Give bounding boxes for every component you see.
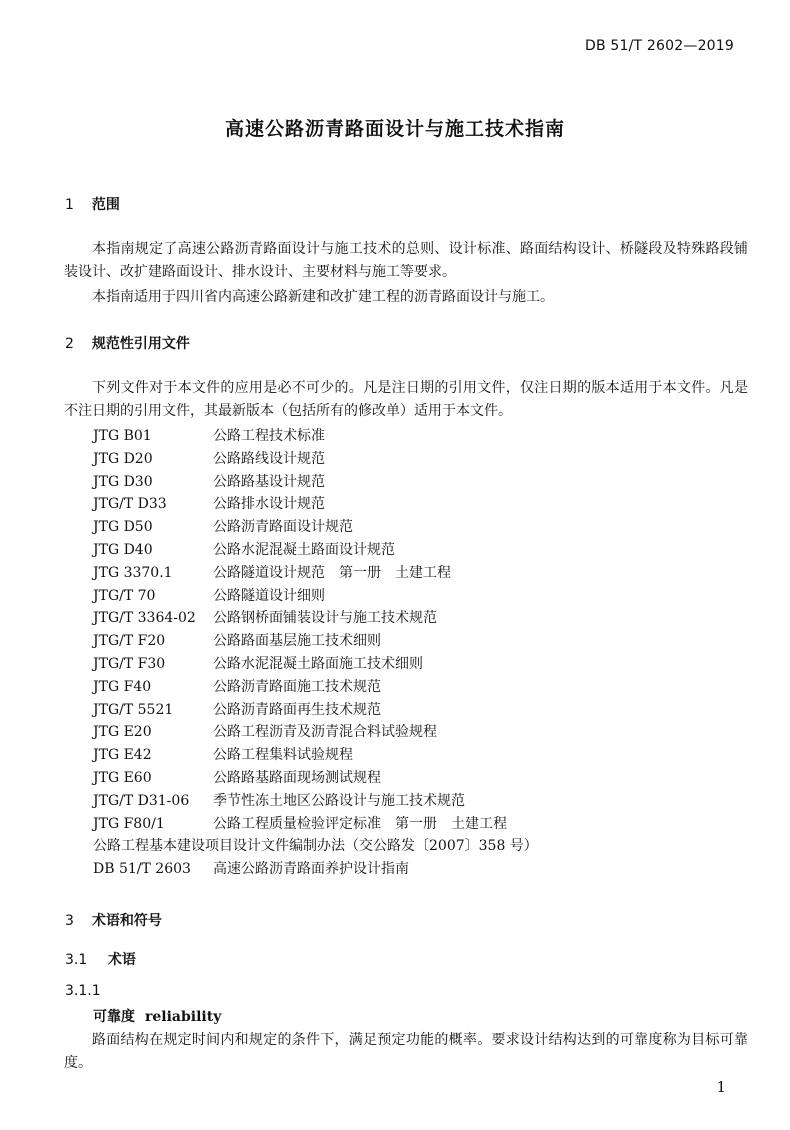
reference-title: 公路隧道设计规范 第一册 土建工程 xyxy=(213,564,451,581)
reference-code: JTG/T F20 xyxy=(93,633,166,650)
reference-code: JTG F40 xyxy=(93,678,152,695)
standard-code: DB 51/T 2602—2019 xyxy=(584,38,734,54)
reference-code: JTG/T 5521 xyxy=(93,701,174,718)
term-number: 3.1.1 xyxy=(65,983,101,999)
reference-item xyxy=(93,425,538,448)
section-number: 1 xyxy=(65,197,74,213)
reference-title: 公路工程基本建设项目设计文件编制办法（交公路发〔2007〕358 号） xyxy=(93,838,538,855)
page-number: 1 xyxy=(716,1078,726,1096)
reference-title: 高速公路沥青路面养护设计指南 xyxy=(213,861,409,878)
section-number: 3 xyxy=(65,913,74,929)
reference-item xyxy=(93,721,538,744)
reference-code: JTG/T D33 xyxy=(93,496,167,513)
section-title: 术语和符号 xyxy=(91,913,162,929)
document-title: 高速公路沥青路面设计与施工技术指南 xyxy=(224,118,565,140)
section-heading-terms xyxy=(65,910,162,930)
scope-paragraph-2: 本指南适用于四川省内高速公路新建和改扩建工程的沥青路面设计与施工。 xyxy=(92,289,554,305)
reference-code: JTG/T 70 xyxy=(93,587,156,604)
reference-title: 公路路面基层施工技术细则 xyxy=(213,633,381,650)
reference-title: 公路钢桥面铺装设计与施工技术规范 xyxy=(213,610,437,627)
section-heading-scope xyxy=(65,194,120,214)
reference-title: 公路工程集料试验规程 xyxy=(213,747,353,764)
section-title: 范围 xyxy=(91,197,120,213)
reference-item xyxy=(93,790,538,813)
reference-item xyxy=(93,516,538,539)
term-name xyxy=(93,1006,221,1026)
reference-title: 公路沥青路面再生技术规范 xyxy=(213,701,381,718)
reference-title: 公路路基设计规范 xyxy=(213,473,325,490)
subsection-title: 术语 xyxy=(107,952,136,968)
reference-item xyxy=(93,813,538,836)
reference-title: 公路沥青路面施工技术规范 xyxy=(213,678,381,695)
reference-item xyxy=(93,744,538,767)
term-chinese: 可靠度 xyxy=(93,1009,135,1025)
reference-code: JTG E42 xyxy=(93,747,152,764)
reference-title: 公路工程沥青及沥青混合料试验规程 xyxy=(213,724,437,741)
section-heading-normative-refs xyxy=(65,333,190,353)
section-number: 2 xyxy=(65,336,74,352)
reference-item xyxy=(93,585,538,608)
reference-code: JTG D40 xyxy=(93,541,153,558)
reference-title: 公路排水设计规范 xyxy=(213,496,325,513)
reference-item xyxy=(93,539,538,562)
reference-code: JTG/T F30 xyxy=(93,655,166,672)
reference-code: JTG F80/1 xyxy=(93,815,165,832)
reference-list xyxy=(93,425,538,881)
reference-item xyxy=(93,767,538,790)
reference-item xyxy=(93,630,538,653)
reference-item xyxy=(93,653,538,676)
reference-item-extra xyxy=(93,835,538,858)
reference-title: 公路工程技术标准 xyxy=(213,428,325,444)
reference-code: JTG E60 xyxy=(93,769,152,786)
term-definition: 路面结构在规定时间内和规定的条件下，满足预定功能的概率。要求设计结构达到的可靠度称为目标可靠度。 xyxy=(64,1032,748,1071)
reference-code: JTG/T D31-06 xyxy=(93,792,190,809)
subsection-number: 3.1 xyxy=(65,952,88,968)
reference-title: 公路水泥混凝土路面设计规范 xyxy=(213,541,395,558)
reference-code: JTG 3370.1 xyxy=(93,564,173,581)
term-english: reliability xyxy=(145,1009,222,1025)
reference-code: DB 51/T 2603 xyxy=(93,861,191,878)
reference-code: JTG D20 xyxy=(93,450,153,467)
reference-title: 公路路基路面现场测试规程 xyxy=(213,769,381,786)
reference-title: 公路路线设计规范 xyxy=(213,450,325,467)
reference-title: 公路水泥混凝土路面施工技术细则 xyxy=(213,655,423,672)
reference-title: 公路沥青路面设计规范 xyxy=(213,519,353,536)
reference-item xyxy=(93,699,538,722)
reference-code: JTG/T 3364-02 xyxy=(93,610,196,627)
reference-code: JTG B01 xyxy=(93,428,152,444)
reference-item xyxy=(93,676,538,699)
subsection-heading-terms xyxy=(65,949,136,969)
reference-item xyxy=(93,493,538,516)
reference-item xyxy=(93,858,538,881)
scope-paragraph-1: 本指南规定了高速公路沥青路面设计与施工技术的总则、设计标准、路面结构设计、桥隧段及特殊路段铺装设计、改扩建路面设计、排水设计、主要材料与施工等要求。 xyxy=(64,241,748,280)
reference-title: 公路隧道设计细则 xyxy=(213,587,325,604)
section-title: 规范性引用文件 xyxy=(91,336,190,352)
reference-item xyxy=(93,448,538,471)
reference-code: JTG D50 xyxy=(93,519,153,536)
reference-code: JTG D30 xyxy=(93,473,153,490)
reference-item xyxy=(93,607,538,630)
reference-title: 季节性冻土地区公路设计与施工技术规范 xyxy=(213,792,465,809)
reference-code: JTG E20 xyxy=(93,724,152,741)
reference-title: 公路工程质量检验评定标准 第一册 土建工程 xyxy=(213,815,507,832)
reference-item xyxy=(93,471,538,494)
reference-item xyxy=(93,562,538,585)
normative-refs-intro: 下列文件对于本文件的应用是必不可少的。凡是注日期的引用文件，仅注日期的版本适用于本文件。凡是不注日期的引用文件，其最新版本（包括所有的修改单）适用于本文件。 xyxy=(64,380,748,419)
